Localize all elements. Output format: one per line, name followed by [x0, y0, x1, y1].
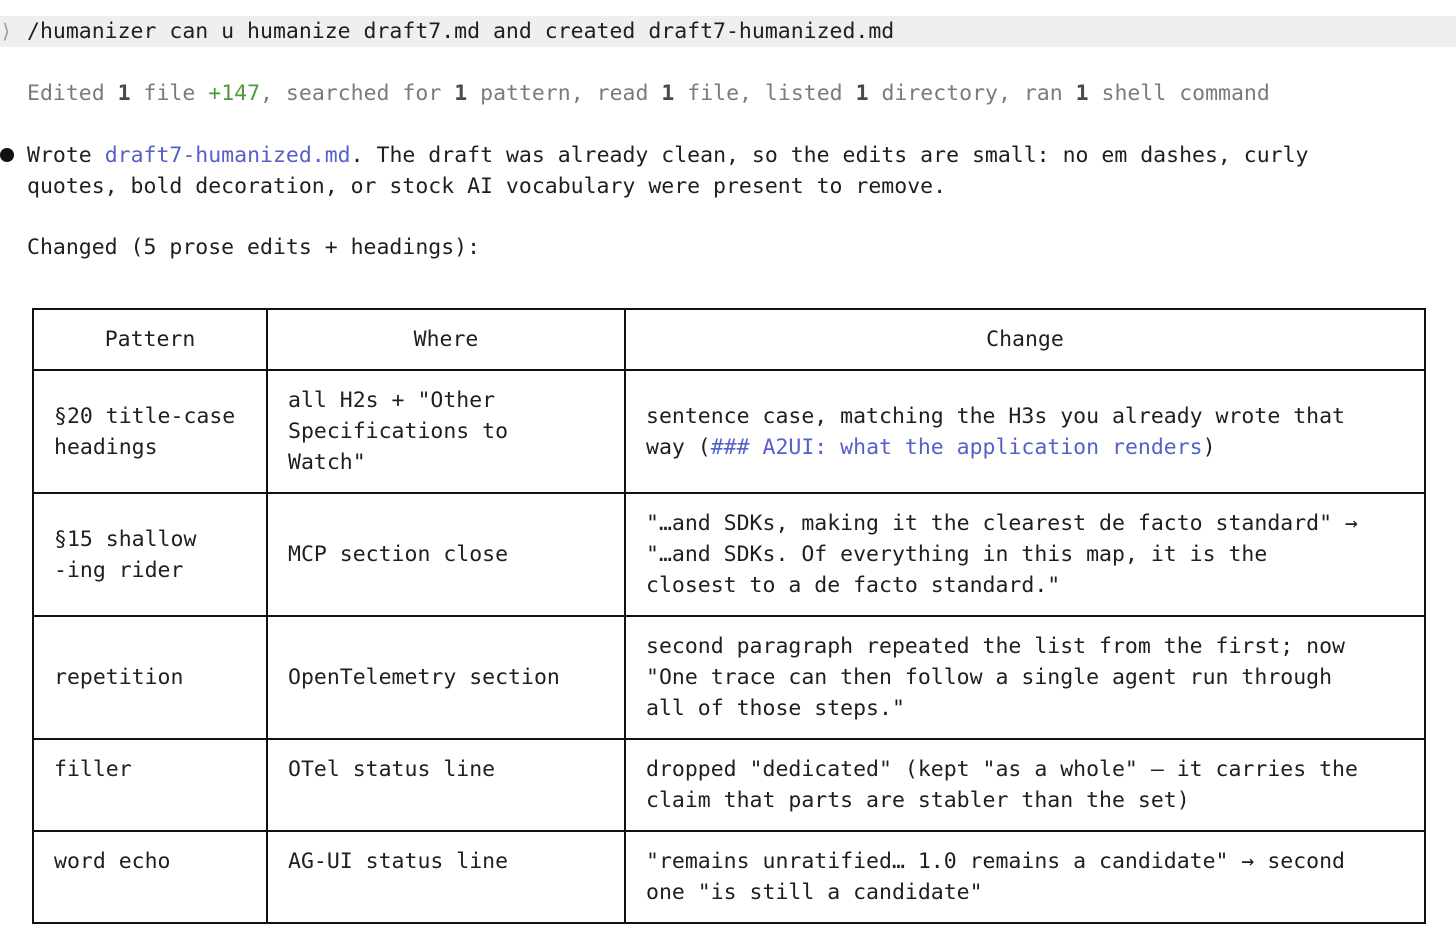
cell-change: "remains unratified… 1.0 remains a candidate" → second one "is still a candidate" [625, 831, 1425, 923]
table-header-row [33, 309, 1425, 370]
cell-pattern: §15 shallow -ing rider [33, 493, 267, 616]
summary-pattern-label: pattern, read [480, 81, 649, 106]
tool-summary-line[interactable] [27, 78, 1270, 109]
message-line-1-rest: . The draft was already clean, so the edits are small: no em dashes, curly [350, 143, 1309, 168]
table-row [33, 739, 1425, 831]
user-prompt-text: /humanizer can u humanize draft7.md and created draft7-humanized.md [27, 19, 895, 44]
header-pattern: Pattern [33, 309, 267, 370]
message-bullet-icon [0, 148, 14, 162]
summary-lines-added: +147 [208, 81, 261, 106]
cell-where: MCP section close [267, 493, 625, 616]
summary-listed-count: 1 [855, 81, 869, 106]
cell-change: dropped "dedicated" (kept "as a whole" — it carries the claim that parts are stabler than the set) [625, 739, 1425, 831]
assistant-message-line-1 [27, 140, 1309, 171]
header-change: Change [625, 309, 1425, 370]
summary-edited-count: 1 [117, 81, 131, 106]
table-row [33, 831, 1425, 923]
cell-where: all H2s + "Other Specifications to Watch" [267, 370, 625, 493]
change-text-suffix: ) [1202, 434, 1216, 460]
cell-pattern: filler [33, 739, 267, 831]
cell-where: AG-UI status line [267, 831, 625, 923]
summary-ran-count: 1 [1075, 81, 1089, 106]
summary-file-label: file [143, 81, 196, 106]
summary-listed-label: directory, ran [881, 81, 1063, 106]
wrote-label: Wrote [27, 143, 92, 168]
summary-ran-label: shell command [1101, 81, 1270, 106]
summary-searched-count: 1 [454, 81, 468, 106]
table-row [33, 493, 1425, 616]
assistant-message-line-2: quotes, bold decoration, or stock AI vocabulary were present to remove. [27, 174, 947, 199]
inline-code: ### A2UI: what the application renders [710, 434, 1203, 460]
cell-pattern: repetition [33, 616, 267, 739]
changed-heading: Changed (5 prose edits + headings): [27, 235, 481, 260]
summary-read-label: file, listed [687, 81, 843, 106]
cell-pattern: word echo [33, 831, 267, 923]
cell-change: "…and SDKs, making it the clearest de facto standard" → "…and SDKs. Of everything in this map, it is the closest to a de facto standard." [625, 493, 1425, 616]
summary-searched-label: , searched for [260, 81, 442, 106]
cell-change: second paragraph repeated the list from the first; now "One trace can then follow a single agent run through all of those steps." [625, 616, 1425, 739]
prompt-chevron-icon: ⟩ [0, 19, 13, 43]
cell-where: OTel status line [267, 739, 625, 831]
header-where: Where [267, 309, 625, 370]
edits-table [32, 308, 1426, 924]
summary-edited-label: Edited [27, 81, 105, 106]
change-text: sentence case, matching the H3s you already wrote that way ( [646, 403, 1345, 460]
cell-pattern: §20 title-case headings [33, 370, 267, 493]
table-row [33, 370, 1425, 493]
cell-where: OpenTelemetry section [267, 616, 625, 739]
output-file-link[interactable]: draft7-humanized.md [104, 143, 351, 168]
table-row [33, 616, 1425, 739]
cell-change [625, 370, 1425, 493]
summary-read-count: 1 [661, 81, 675, 106]
user-prompt-bar [0, 16, 1456, 47]
